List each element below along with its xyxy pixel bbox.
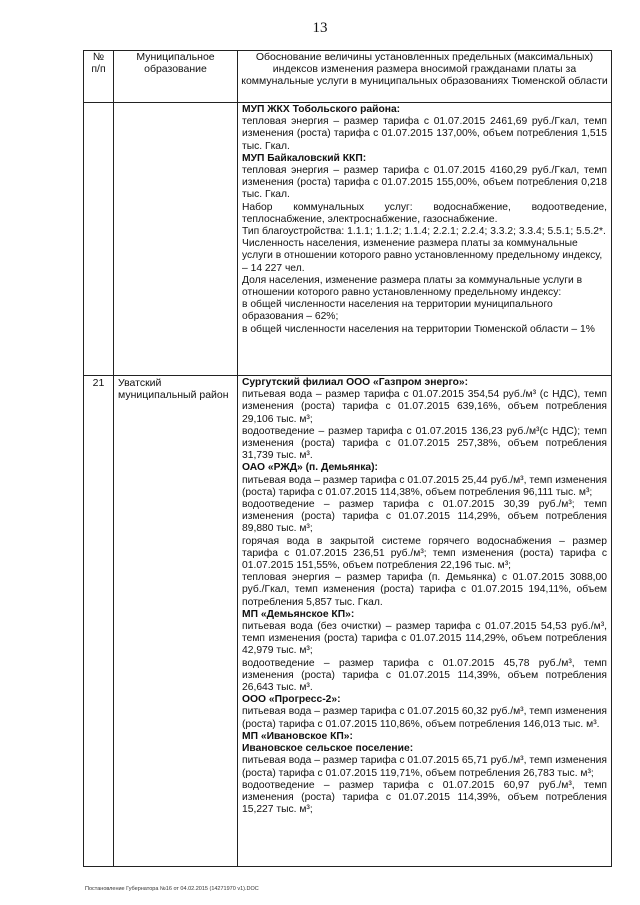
paragraph: Тип благоустройства: 1.1.1; 1.1.2; 1.1.4; 2.2.1; 2.2.4; 3.3.2; 3.3.4; 5.5.1; 5.5.2*. (242, 226, 606, 238)
paragraph: Численность населения, изменение размера платы за коммунальные услуги в отношении которого равно установленному предельному индексу, – 14 227 чел. (242, 238, 603, 274)
row-number (84, 103, 114, 376)
paragraph: Доля населения, изменение размера платы за коммунальные услуги в отношении которого равно установленному предельному индексу: (242, 274, 583, 299)
paragraph: питьевая вода – размер тарифа с 01.07.2015 25,44 руб./м³, темп изменения (роста) тарифа с 01.07.2015 114,38%, объем потребления 96,111 тыс. м³; (242, 474, 607, 498)
paragraph: питьевая вода – размер тарифа с 01.07.2015 65,71 руб./м³, темп изменения (роста) тарифа с 01.07.2015 119,71%, объем потребления 26,783 тыс. м³; (242, 755, 607, 779)
table-row (84, 103, 612, 376)
paragraph: Набор коммунальных услуг: водоснабжение, водоотведение, теплоснабжение, электроснабжение, газоснабжение. (242, 201, 607, 225)
section-heading: МП «Ивановское КП»: (242, 730, 353, 742)
paragraph: питьевая вода – размер тарифа с 01.07.2015 60,32 руб./м³, темп изменения (роста) тарифа с 01.07.2015 110,86%, объем потребления 146,013 тыс. м³. (242, 706, 607, 730)
table-row (84, 376, 612, 867)
header-municipality: Муниципальное образование (114, 51, 238, 103)
table-header-row (84, 51, 612, 103)
section-heading: Сургутский филиал ООО «Газпром энерго»: (242, 377, 469, 388)
tariff-table (83, 50, 612, 867)
paragraph: тепловая энергия – размер тарифа с 01.07.2015 4160,29 руб./Гкал, темп изменения (роста) тарифа с 01.07.2015 155,00%, объем потребления 0,218 тыс. Гкал. (242, 165, 607, 201)
paragraph: водоотведение – размер тарифа с 01.07.2015 136,23 руб./м³(с НДС); темп изменения (роста) тарифа с 01.07.2015 257,38%, объем потребления 31,739 тыс. м³. (242, 425, 607, 462)
section-heading: МУП ЖКХ Тобольского района: (242, 104, 401, 115)
paragraph: тепловая энергия – размер тарифа с 01.07.2015 2461,69 руб./Гкал, темп изменения (роста) тарифа с 01.07.2015 137,00%, объем потребления 1,515 тыс. Гкал. (242, 116, 607, 152)
header-num: № п/п (84, 51, 114, 103)
paragraph: тепловая энергия – размер тарифа (п. Демьянка) с 01.07.2015 3088,00 руб./Гкал, темп изменения (роста) тарифа с 01.07.2015 194,11%, объем потребления 5,857 тыс. Гкал. (242, 572, 607, 608)
document-footer: Постановление Губернатора №16 от 04.02.2015 (14271970 v1).DOC (85, 886, 259, 892)
header-justification: Обоснование величины установленных предельных (максимальных) индексов изменения размера вносимой гражданами платы за коммунальные услуги в муниципальных образованиях Тюменской области (238, 51, 612, 103)
row2-lines (242, 377, 607, 816)
paragraph: водоотведение – размер тарифа с 01.07.2015 45,78 руб./м³, темп изменения (роста) тарифа с 01.07.2015 114,39%, объем потребления 26,643 тыс. м³. (242, 657, 607, 694)
paragraph: питьевая вода – размер тарифа с 01.07.2015 354,54 руб./м³ (с НДС), темп изменения (роста) тарифа с 01.07.2015 639,16%, объем потребления 29,106 тыс. м³; (242, 389, 607, 425)
paragraph: в общей численности населения на территории муниципального образования – 62%; (242, 299, 553, 323)
paragraph: водоотведение – размер тарифа с 01.07.2015 30,39 руб./м³; темп изменения (роста) тарифа с 01.07.2015 114,29%, объем потребления 89,880 тыс. м³; (242, 499, 607, 535)
row-municipality: Уватский муниципальный район (114, 376, 238, 867)
section-heading: ОАО «РЖД» (п. Демьянка): (242, 462, 378, 474)
paragraph: питьевая вода (без очистки) – размер тарифа с 01.07.2015 54,53 руб./м³, темп изменения (роста) тарифа с 01.07.2015 114,29%, объем потребления 42,979 тыс. м³; (242, 621, 607, 657)
paragraph: водоотведение – размер тарифа с 01.07.2015 60,97 руб./м³, темп изменения (роста) тарифа с 01.07.2015 114,39%, объем потребления 15,227 тыс. м³; (242, 779, 607, 816)
section-heading: МП «Демьянское КП»: (242, 608, 355, 620)
row-number: 21 (84, 376, 114, 867)
section-heading: Ивановское сельское поселение: (242, 743, 414, 755)
row-justification (238, 376, 612, 867)
section-heading: МУП Байкаловский ККП: (242, 152, 367, 164)
section-heading: ООО «Прогресс-2»: (242, 694, 341, 706)
page-number: 13 (312, 20, 328, 36)
row-municipality (114, 103, 238, 376)
row1-lines (242, 104, 607, 336)
paragraph: в общей численности населения на территории Тюменской области – 1% (242, 323, 595, 335)
row-justification (238, 103, 612, 376)
paragraph: горячая вода в закрытой системе горячего водоснабжения – размер тарифа с 01.07.2015 236,51 руб./м³; темп изменения (роста) тарифа с 01.07.2015 151,55%, объем потребления 22,196 тыс. м³; (242, 535, 607, 572)
